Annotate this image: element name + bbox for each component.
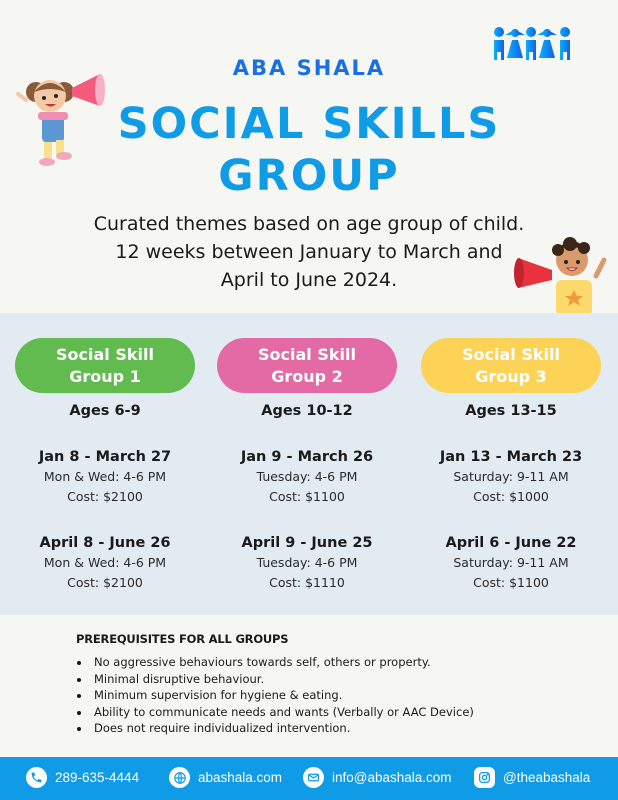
group-card-1: [15, 338, 195, 593]
contact-email-text: info@abashala.com: [332, 770, 452, 785]
list-item: Minimum supervision for hygiene & eating.: [76, 687, 556, 704]
globe-icon: [169, 767, 190, 788]
contact-phone[interactable]: [26, 767, 139, 788]
session-dates: Jan 8 - March 27: [38, 449, 172, 465]
ages-label: Ages 10-12: [261, 403, 353, 419]
group-label: Group 1: [69, 366, 141, 386]
session-cost: Cost: $1110: [269, 575, 345, 590]
prerequisites-list: [76, 654, 556, 737]
contact-website[interactable]: [169, 767, 282, 788]
brand-name: ABA SHALA: [232, 56, 386, 80]
group-2-pill: [217, 338, 397, 393]
session-dates: April 6 - June 22: [445, 535, 577, 551]
list-item: Ability to communicate needs and wants (Verbally or AAC Device): [76, 704, 556, 721]
groups-section: [0, 313, 618, 615]
ages-label: Ages 13-15: [465, 403, 557, 419]
group-card-3: [421, 338, 601, 593]
session-winter: [15, 447, 195, 507]
group-1-pill: [15, 338, 195, 393]
session-schedule: Tuesday: 4-6 PM: [256, 555, 358, 570]
session-cost: Cost: $1100: [269, 489, 345, 504]
contact-email[interactable]: [303, 767, 452, 788]
session-schedule: Mon & Wed: 4-6 PM: [43, 555, 167, 570]
contact-website-text: abashala.com: [198, 770, 283, 785]
session-cost: Cost: $1100: [473, 575, 549, 590]
session-schedule: Mon & Wed: 4-6 PM: [43, 469, 167, 484]
subtitle-line: Curated themes based on age group of child.: [93, 213, 525, 235]
session-spring: [15, 533, 195, 593]
prerequisites-section: [76, 632, 556, 737]
phone-icon: [26, 767, 47, 788]
session-cost: Cost: $1000: [473, 489, 549, 504]
session-dates: April 8 - June 26: [39, 535, 171, 551]
group-card-2: [217, 338, 397, 593]
session-dates: April 9 - June 25: [241, 535, 373, 551]
group-label: Social Skill: [258, 344, 356, 364]
session-schedule: Tuesday: 4-6 PM: [256, 469, 358, 484]
session-winter: [217, 447, 397, 507]
session-schedule: Saturday: 9-11 AM: [453, 469, 569, 484]
group-3-pill: [421, 338, 601, 393]
session-dates: Jan 13 - March 23: [439, 449, 583, 465]
contact-instagram-text: @theabashala: [503, 770, 591, 785]
group-label: Social Skill: [462, 344, 560, 364]
title-line-1: SOCIAL SKILLS: [117, 99, 501, 149]
session-schedule: Saturday: 9-11 AM: [453, 555, 569, 570]
session-winter: [421, 447, 601, 507]
session-cost: Cost: $2100: [67, 575, 143, 590]
group-label: Group 2: [271, 366, 343, 386]
subtitle-line: 12 weeks between January to March and: [115, 241, 503, 263]
list-item: Does not require individualized intervention.: [76, 720, 556, 737]
boy-with-megaphone-illustration: [512, 236, 618, 316]
session-cost: Cost: $2100: [67, 489, 143, 504]
ages-label: Ages 6-9: [69, 403, 141, 419]
email-icon: [303, 767, 324, 788]
page-title: [0, 98, 618, 202]
session-dates: Jan 9 - March 26: [240, 449, 374, 465]
session-spring: [217, 533, 397, 593]
group-label: Social Skill: [56, 344, 154, 364]
subtitle-line: April to June 2024.: [220, 269, 398, 291]
header: [0, 0, 618, 313]
session-spring: [421, 533, 601, 593]
contact-phone-text: 289-635-4444: [55, 770, 140, 785]
title-line-2: GROUP: [218, 151, 400, 201]
contact-instagram[interactable]: [474, 767, 590, 788]
group-label: Group 3: [475, 366, 547, 386]
list-item: No aggressive behaviours towards self, others or property.: [76, 654, 556, 671]
instagram-icon: [474, 767, 495, 788]
list-item: Minimal disruptive behaviour.: [76, 671, 556, 688]
footer-contact-bar: [0, 757, 618, 800]
prerequisites-title: PREREQUISITES FOR ALL GROUPS: [76, 632, 289, 646]
